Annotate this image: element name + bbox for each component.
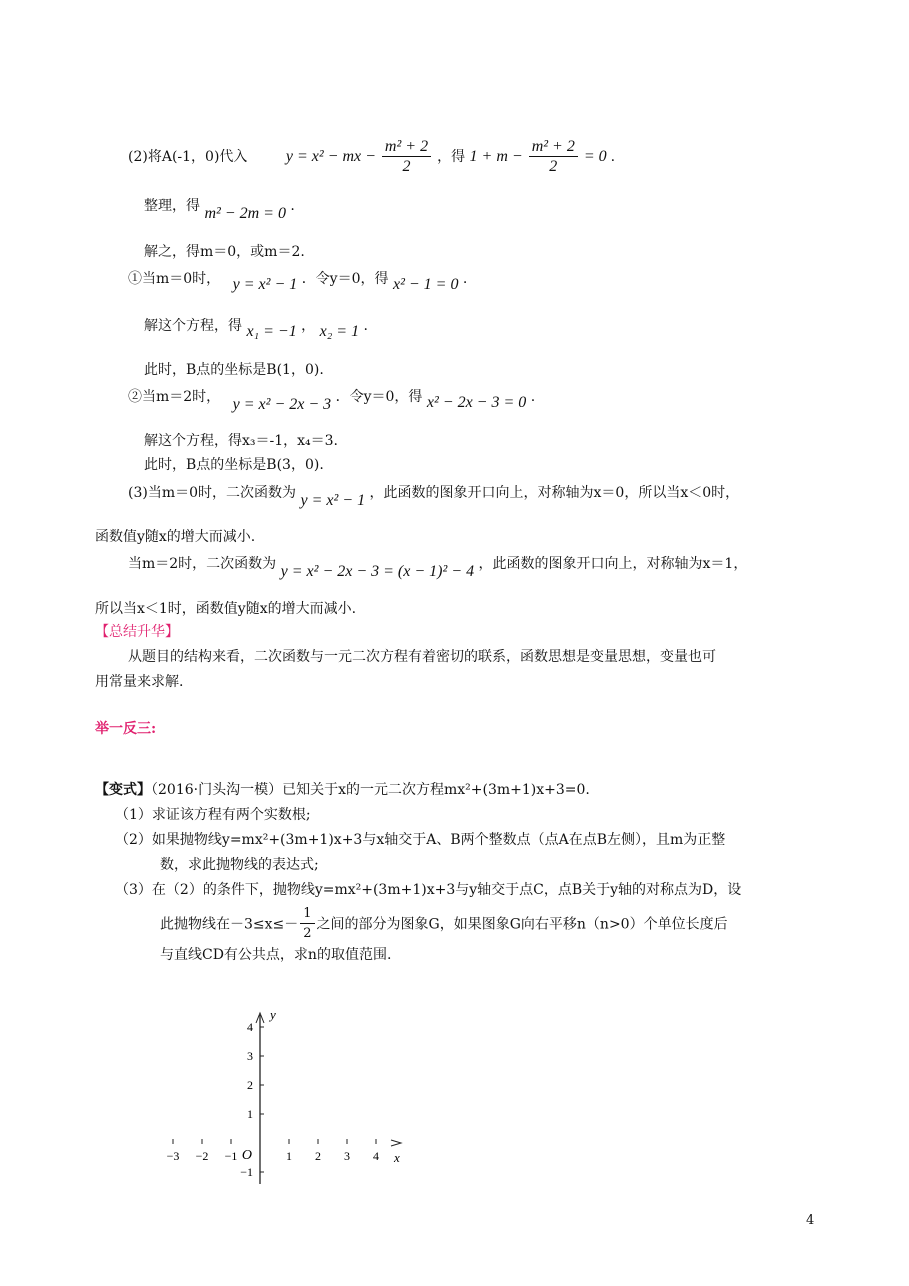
line-substitute: (2)将A(-1，0)代入 y = x² − mx − $\frac{\text{m² + 2}}{2}$ ，得 1 + m − $\frac{\text{m² + 2}}{2}$ = 0 .	[128, 138, 616, 175]
y-tick-label: −1	[240, 1165, 253, 1179]
x-tick-label: 1	[286, 1149, 292, 1163]
variant-tag: 【变式】	[95, 782, 151, 798]
x-tick-label: −3	[166, 1149, 180, 1163]
equation-roots-m0: x² − 1 = 0	[392, 276, 459, 293]
fraction-half: $\frac{1}{2}$	[300, 905, 314, 944]
equation-case-m0: y = x² − 1	[232, 276, 298, 293]
line-case-m0: ①当m＝0时， y = x² − 1 ．令y＝0，得 x² − 1 = 0 .	[128, 271, 468, 293]
x-tick-label: 2	[315, 1149, 321, 1163]
y-tick-label: 3	[247, 1049, 253, 1063]
question-3a: （3）在（2）的条件下，抛物线y=mx²+(3m+1)x+3与y轴交于点C，点B关于y轴的对称点为D，设	[115, 882, 742, 898]
y-axis-label: y	[270, 1007, 276, 1022]
x-axis-label: x	[394, 1150, 400, 1165]
equation-substituted: 1 + m − $\frac{\text{m² + 2}}{2}$ = 0	[469, 138, 607, 175]
text: (2)将A(-1，0)代入	[128, 149, 248, 166]
question-3c: 与直线CD有公共点，求n的取值范围.	[160, 947, 392, 963]
line-solve: 解之，得m＝0，或m＝2.	[144, 244, 305, 260]
text: ，得	[437, 149, 466, 166]
y-tick-label: 2	[247, 1078, 253, 1092]
summary-line-1: 从题目的结构来看，二次函数与一元二次方程有着密切的联系，函数思想是变量思想，变量也可	[128, 649, 716, 665]
equation-parabola: y = x² − mx − $\frac{\text{m² + 2}}{2}$	[286, 148, 437, 165]
y-tick-label: 4	[247, 1020, 253, 1034]
line-roots-m2: 解这个方程，得x₃＝-1，x₄＝3.	[144, 433, 339, 449]
question-1: （1）求证该方程有两个实数根;	[115, 807, 311, 823]
x-tick-label: −2	[195, 1149, 209, 1163]
origin-label: O	[241, 1148, 252, 1163]
line-case-m2: ②当m＝2时， y = x² − 2x − 3 ．令y＝0，得 x² − 2x − 3 = 0 .	[128, 389, 536, 413]
summary-line-2: 用常量来求解.	[95, 674, 184, 690]
x-tick-label: 4	[373, 1149, 379, 1163]
line-point-b3: 此时，B点的坐标是B(3，0).	[144, 457, 324, 473]
variant-line: 【变式】（2016·门头沟一模）已知关于x的一元二次方程mx²+(3m+1)x+3=0.	[95, 782, 590, 798]
y-tick-label: 1	[247, 1107, 253, 1121]
line-simplify: 整理，得 m² − 2m = 0 .	[144, 198, 295, 222]
equation-case-m2: y = x² − 2x − 3	[232, 396, 332, 413]
line-point-b1: 此时，B点的坐标是B(1，0).	[144, 362, 324, 378]
equation-roots-m2: x² − 2x − 3 = 0	[426, 394, 527, 411]
summary-title: 【总结升华】	[95, 624, 179, 640]
coordinate-axes	[160, 1000, 430, 1190]
line-part3-decrease-2: 所以当x＜1时，函数值y随x的增大而减小.	[95, 601, 357, 617]
root-x1: x₁ = −1	[246, 323, 297, 340]
line-part3-m0: (3)当m＝0时，二次函数为 y = x² − 1 ，此函数的图象开口向上，对称轴为x＝0，所以当x＜0时，	[128, 485, 740, 509]
page-number: 4	[806, 1213, 815, 1228]
x-tick-label: 3	[344, 1149, 350, 1163]
practice-title: 举一反三:	[95, 721, 157, 737]
question-3b: 此抛物线在－3≤x≤－ $\frac{1}{2}$ 之间的部分为图象G，如果图象G向右平移n（n>0）个单位长度后	[160, 905, 728, 944]
x-tick-label: −1	[224, 1149, 238, 1163]
root-x2: x₂ = 1	[319, 323, 360, 340]
equation-part3-m2: y = x² − 2x − 3 = (x − 1)² − 4	[280, 563, 475, 580]
question-2a: （2）如果抛物线y=mx²+(3m+1)x+3与x轴交于A、B两个整数点（点A在点B左侧），且m为正整	[115, 832, 726, 848]
x-axis-arrow	[391, 1140, 401, 1146]
equation-simplified: m² − 2m = 0	[204, 205, 286, 222]
line-part3-m2: 当m＝2时，二次函数为 y = x² − 2x − 3 = (x − 1)² − 4 ，此函数的图象开口向上，对称轴为x＝1，	[128, 556, 748, 580]
line-part3-decrease: 函数值y随x的增大而减小.	[95, 529, 256, 545]
line-roots-m0: 解这个方程，得 x₁ = −1 ， x₂ = 1 .	[144, 318, 368, 340]
equation-part3-m0: y = x² − 1	[300, 492, 366, 509]
question-2b: 数，求此抛物线的表达式;	[160, 857, 319, 873]
